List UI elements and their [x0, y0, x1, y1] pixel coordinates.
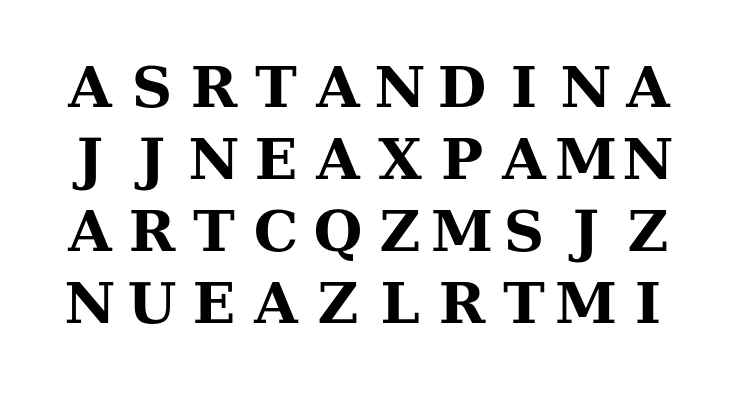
letter-cell[interactable]: I: [510, 55, 538, 121]
letter-cell[interactable]: Z: [627, 199, 669, 265]
letter-cell[interactable]: J: [138, 127, 166, 193]
letter-cell[interactable]: X: [378, 127, 422, 193]
letter-cell[interactable]: A: [254, 271, 298, 337]
letter-cell[interactable]: T: [255, 55, 297, 121]
grid-row-4: [59, 268, 679, 340]
letter-cell[interactable]: M: [555, 127, 617, 193]
letter-cell[interactable]: A: [316, 127, 360, 193]
letter-cell[interactable]: R: [128, 199, 176, 265]
letter-cell[interactable]: N: [622, 127, 674, 193]
letter-cell[interactable]: A: [316, 55, 360, 121]
letter-cell[interactable]: J: [76, 127, 104, 193]
letter-cell[interactable]: J: [572, 199, 600, 265]
letter-cell[interactable]: U: [127, 271, 177, 337]
letter-cell[interactable]: T: [193, 199, 235, 265]
letter-cell[interactable]: A: [502, 127, 546, 193]
letter-cell[interactable]: L: [380, 271, 420, 337]
letter-cell[interactable]: R: [190, 55, 238, 121]
letter-cell[interactable]: T: [503, 271, 545, 337]
letter-cell[interactable]: N: [560, 55, 612, 121]
letter-cell[interactable]: Q: [313, 199, 363, 265]
letter-cell[interactable]: C: [253, 199, 299, 265]
letter-cell[interactable]: Z: [379, 199, 421, 265]
letter-cell[interactable]: R: [438, 271, 486, 337]
letter-grid: [59, 52, 679, 340]
letter-cell[interactable]: N: [374, 55, 426, 121]
grid-row-3: [59, 196, 679, 268]
letter-cell[interactable]: E: [192, 271, 236, 337]
letter-cell[interactable]: N: [64, 271, 116, 337]
letter-cell[interactable]: E: [254, 127, 298, 193]
letter-cell[interactable]: P: [440, 127, 484, 193]
letter-cell[interactable]: M: [555, 271, 617, 337]
grid-row-2: [59, 124, 679, 196]
letter-cell[interactable]: A: [68, 55, 112, 121]
letter-cell[interactable]: Z: [317, 271, 359, 337]
grid-row-1: [59, 52, 679, 124]
letter-cell[interactable]: D: [437, 55, 487, 121]
letter-cell[interactable]: A: [68, 199, 112, 265]
letter-cell[interactable]: I: [634, 271, 662, 337]
letter-cell[interactable]: N: [188, 127, 240, 193]
letter-cell[interactable]: M: [431, 199, 493, 265]
letter-cell[interactable]: S: [131, 55, 173, 121]
letter-cell[interactable]: A: [626, 55, 670, 121]
letter-cell[interactable]: S: [503, 199, 545, 265]
